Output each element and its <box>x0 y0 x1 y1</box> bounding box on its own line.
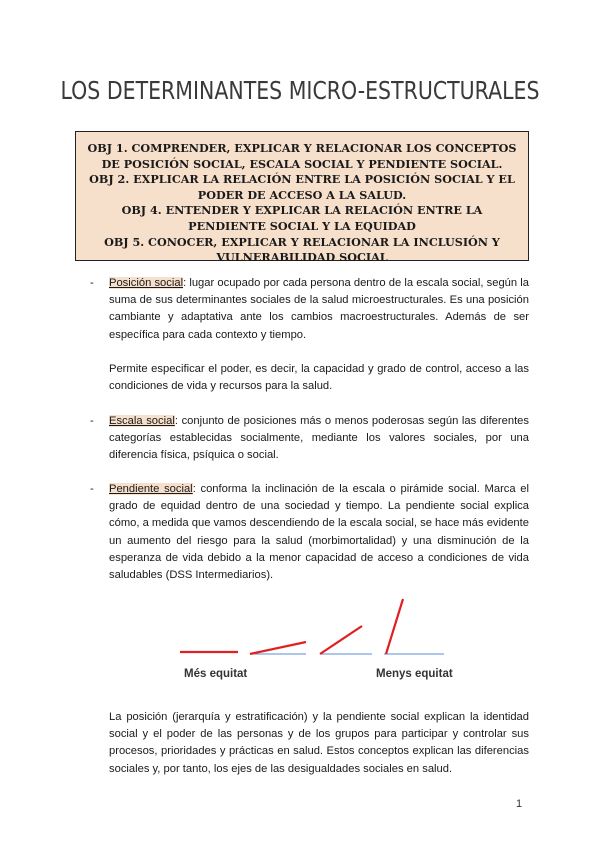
posicion-extra-paragraph: Permite especificar el poder, es decir, la capacidad y grado de control, acceso a las condiciones de vida y recursos para la salud. <box>109 363 529 393</box>
label-menys-equitat: Menys equitat <box>376 668 453 680</box>
definition-body: : lugar ocupado por cada persona dentro de la escala social, según la suma de sus determinantes sociales de la salud microestructurales. Es una posición cambiante y adaptativa ante los cambios macroestructurales. Además de ser específica para cada contexto y tiempo. <box>109 277 529 341</box>
definition-text <box>109 413 529 465</box>
page-number: 1 <box>516 798 523 810</box>
term-posicion-social: Posición social <box>109 277 184 289</box>
label-mes-equitat: Més equitat <box>184 668 248 680</box>
bullet-dash: - <box>90 277 94 289</box>
objective-5: OBJ 5. CONOCER, EXPLICAR Y RELACIONAR LA INCLUSIÓN Y VULNERABILIDAD SOCIAL <box>104 234 500 265</box>
objective-2: OBJ 2. EXPLICAR LA RELACIÓN ENTRE LA POSICIÓN SOCIAL Y EL PODER DE ACCESO A LA SALUD. <box>89 172 515 202</box>
definition-text <box>109 275 529 344</box>
definition-body: : conforma la inclinación de la escala o pirámide social. Marca el grado de equidad dentro de una sociedad y tiempo. La pendiente social explica cómo, a medida que vamos descendiendo de la escala social, se hace más evidente un aumento del riesgo para la salud (morbimortalidad) y una disminución de la esperanza de vida debido a la menor capacidad de acceso a condiciones de vida saludables (DSS Intermediarios). <box>109 483 530 582</box>
slight-slope-line <box>250 642 306 654</box>
term-escala-social: Escala social <box>109 415 175 427</box>
bullet-dash: - <box>90 415 94 427</box>
definition-body: : conjunto de posiciones más o menos poderosas según las diferentes categorías establecidas socialmente, mediante los valores sociales, por una diferencia física, psíquica o social. <box>109 415 530 462</box>
page-title: LOS DETERMINANTES MICRO-ESTRUCTURALES <box>60 76 540 105</box>
steep-slope-line <box>386 599 403 654</box>
objective-1: OBJ 1. COMPRENDER, EXPLICAR Y RELACIONAR LOS CONCEPTOS DE POSICIÓN SOCIAL, ESCALA SOCIAL Y PENDIENTE SOCIAL. <box>87 141 517 171</box>
equity-slope-diagram <box>0 590 600 660</box>
term-pendiente-social: Pendiente social <box>109 483 193 495</box>
bullet-dash: - <box>90 483 94 495</box>
objective-4: OBJ 4. ENTENDER Y EXPLICAR LA RELACIÓN ENTRE LA PENDIENTE SOCIAL Y LA EQUIDAD <box>121 203 483 233</box>
objectives-box <box>75 131 529 265</box>
definition-text <box>109 481 529 584</box>
medium-slope-line <box>320 626 362 654</box>
closing-paragraph: La posición (jerarquía y estratificación) y la pendiente social explican la identidad social y el poder de las personas y de los grupos para participar y controlar sus procesos, prioridades y prácticas en salud. Estos conceptos explican las diferencias sociales y, por tanto, los ejes de las desigualdades sociales en salud. <box>109 711 529 775</box>
